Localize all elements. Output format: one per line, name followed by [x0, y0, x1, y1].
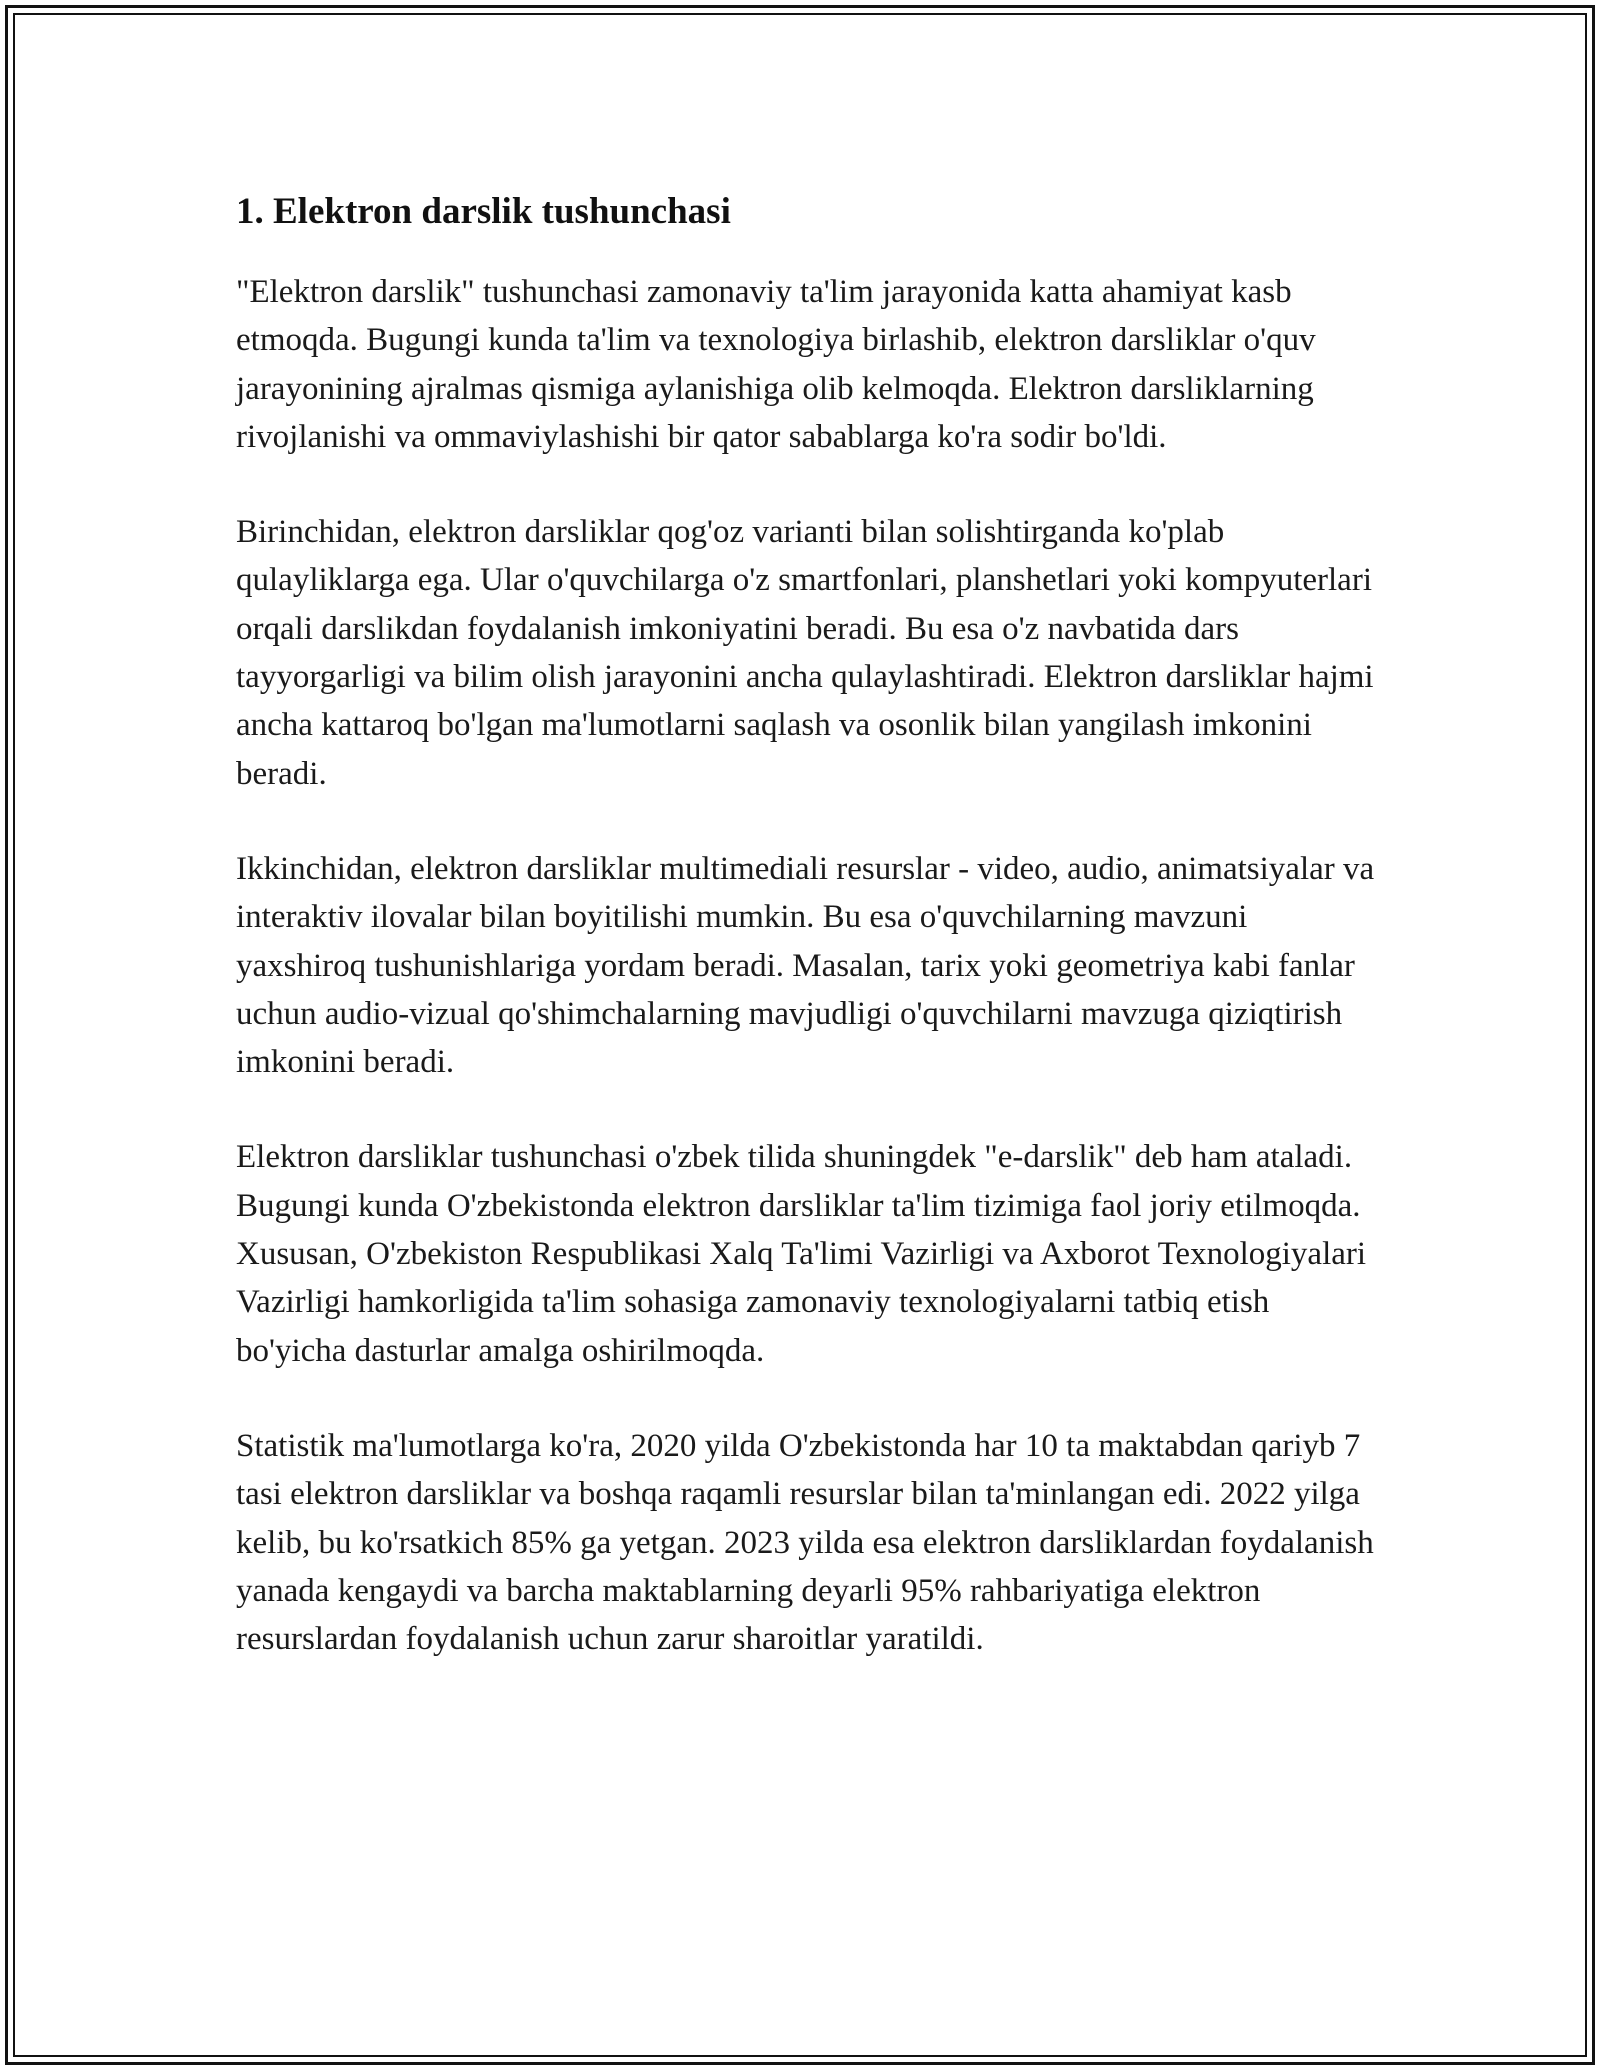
document-page: [236, 186, 1376, 1663]
paragraph-4: Elektron darsliklar tushunchasi o'zbek tilida shuningdek "e-darslik" deb ham ataladi. Bugungi kunda O'zbekistonda elektron darsliklar ta'lim tizimiga faol joriy etilmoqda. Xususan, O'zbekiston Respublikasi Xalq Ta'limi Vazirligi va Axborot Texnologiyalari Vazirligi hamkorligida ta'lim sohasiga zamonaviy texnologiyalarni tatbiq etish bo'yicha dasturlar amalga oshirilmoqda.: [236, 1139, 1367, 1369]
paragraph-5: Statistik ma'lumotlarga ko'ra, 2020 yilda O'zbekistonda har 10 ta maktabdan qariyb 7 tasi elektron darsliklar va boshqa raqamli resurslar bilan ta'minlangan edi. 2022 yilga kelib, bu ko'rsatkich 85% ga yetgan. 2023 yilda esa elektron darsliklardan foydalanish yanada kengaydi va barcha maktablarning deyarli 95% rahbariyatiga elektron resurslardan foydalanish uchun zarur sharoitlar yaratildi.: [236, 1427, 1374, 1658]
paragraph-2: Birinchidan, elektron darsliklar qog'oz varianti bilan solishtirganda ko'plab qulayliklarga ega. Ular o'quvchilarga o'z smartfonlari, planshetlari yoki kompyuterlari orqali darslikdan foydalanish imkoniyatini beradi. Bu esa o'z navbatida dars tayyorgarligi va bilim olish jarayonini ancha qulaylashtiradi. Elektron darsliklar hajmi ancha kattaroq bo'lgan ma'lumotlarni saqlash va osonlik bilan yangilash imkonini beradi.: [236, 514, 1374, 792]
paragraph-1: "Elektron darslik" tushunchasi zamonaviy ta'lim jarayonida katta ahamiyat kasb etmoqda. Bugungi kunda ta'lim va texnologiya birlashib, elektron darsliklar o'quv jarayonining ajralmas qismiga aylanishiga olib kelmoqda. Elektron darsliklarning rivojlanishi va ommaviylashishi bir qator sabablarga ko'ra sodir bo'ldi.: [236, 274, 1316, 455]
paragraph-3: Ikkinchidan, elektron darsliklar multimediali resurslar - video, audio, animatsiyalar va interaktiv ilovalar bilan boyitilishi mumkin. Bu esa o'quvchilarning mavzuni yaxshiroq tushunishlariga yordam beradi. Masalan, tarix yoki geometriya kabi fanlar uchun audio-vizual qo'shimchalarning mavjudligi o'quvchilarni mavzuga qiziqtirish imkonini beradi.: [236, 850, 1375, 1081]
section-heading: 1. Elektron darslik tushunchasi: [236, 191, 731, 232]
